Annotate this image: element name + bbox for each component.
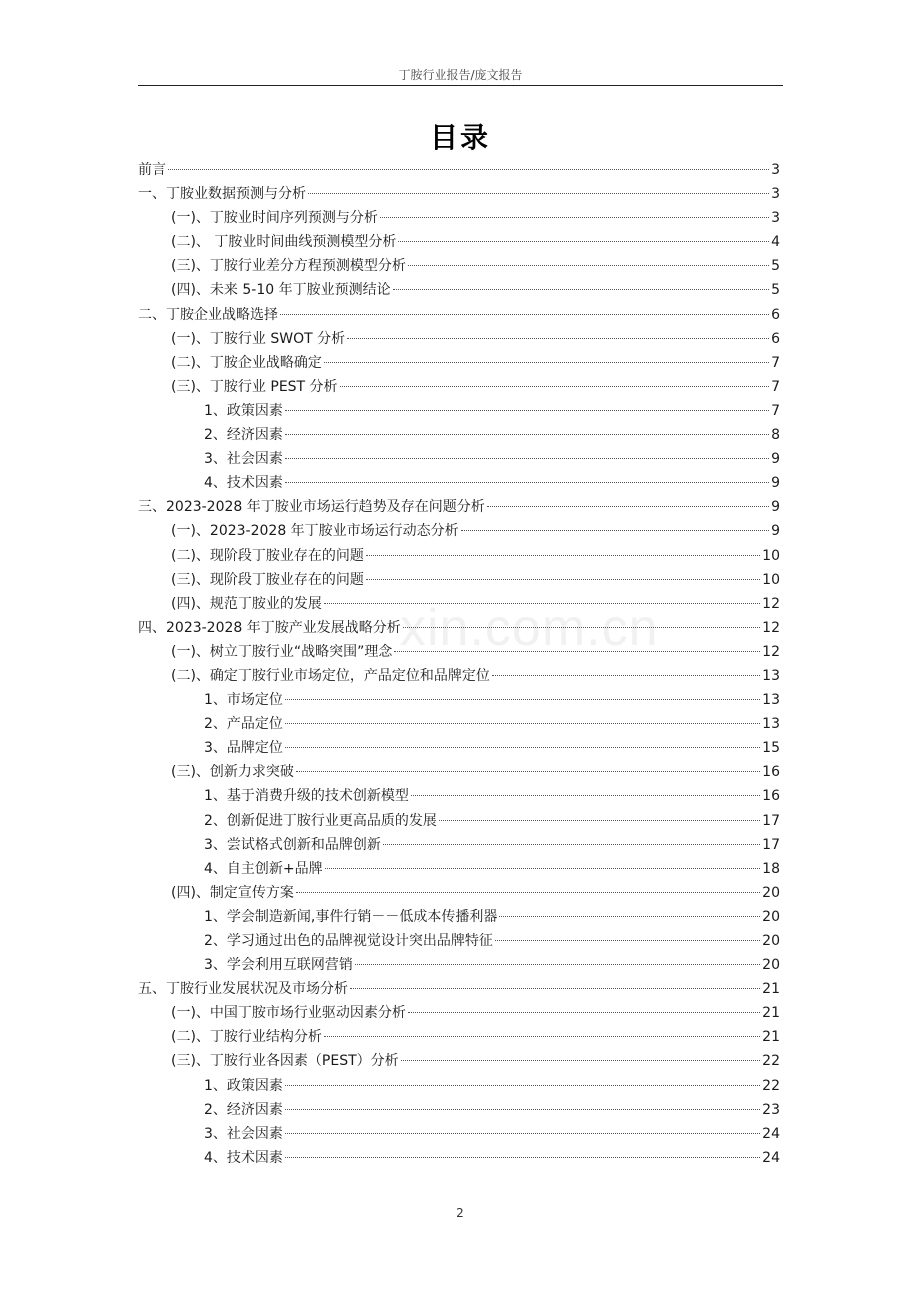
toc-entry[interactable] — [138, 1001, 780, 1025]
toc-dot-leader — [492, 674, 760, 676]
toc-entry-page: 5 — [771, 282, 780, 299]
toc-entry-page: 3 — [771, 210, 780, 227]
toc-entry-page: 13 — [762, 667, 780, 684]
toc-entry[interactable] — [138, 929, 780, 953]
toc-dot-leader — [324, 1035, 760, 1037]
toc-entry-label: (二)、 丁胺业时间曲线预测模型分析 — [171, 234, 397, 251]
toc-dot-leader — [325, 867, 761, 869]
toc-entry[interactable] — [138, 327, 780, 351]
toc-entry[interactable] — [138, 664, 780, 688]
toc-title: 目录 — [429, 121, 490, 154]
toc-entry[interactable] — [138, 254, 780, 278]
toc-dot-leader — [393, 288, 769, 290]
toc-dot-leader — [285, 722, 760, 724]
toc-dot-leader — [408, 264, 769, 266]
toc-entry-page: 20 — [762, 933, 780, 949]
toc-dot-leader — [394, 650, 760, 652]
toc-entry-label: 2、创新促进丁胺行业更高品质的发展 — [204, 812, 437, 829]
table-of-contents — [138, 158, 780, 1170]
toc-dot-leader — [403, 626, 760, 628]
toc-dot-leader — [401, 1059, 761, 1061]
toc-dot-leader — [168, 168, 769, 170]
toc-entry-page: 12 — [762, 643, 780, 660]
toc-entry-label: 二、丁胺企业战略选择 — [138, 306, 278, 323]
toc-entry-page: 9 — [771, 451, 780, 468]
toc-dot-leader — [285, 433, 769, 435]
toc-dot-leader — [411, 794, 760, 796]
toc-entry-page: 22 — [762, 1077, 780, 1094]
toc-dot-leader — [408, 1011, 760, 1013]
toc-dot-leader — [296, 891, 760, 893]
toc-entry-page: 23 — [762, 1101, 780, 1118]
toc-entry-page: 16 — [762, 764, 780, 781]
toc-entry-label: 四、2023-2028 年丁胺产业发展战略分析 — [138, 619, 401, 636]
toc-entry-label: 3、品牌定位 — [204, 740, 283, 757]
toc-entry[interactable] — [138, 712, 780, 736]
toc-dot-leader — [350, 987, 760, 989]
toc-entry-page: 7 — [771, 402, 780, 419]
toc-dot-leader — [308, 192, 769, 194]
toc-entry-label: 4、技术因素 — [204, 1149, 283, 1166]
toc-dot-leader — [324, 361, 769, 363]
toc-dot-leader — [285, 698, 760, 700]
toc-entry[interactable] — [138, 760, 780, 784]
toc-entry-label: 1、基于消费升级的技术创新模型 — [204, 788, 409, 805]
toc-dot-leader — [487, 505, 769, 507]
toc-entry-label: (二)、丁胺行业结构分析 — [171, 1029, 322, 1046]
toc-entry-page: 17 — [762, 836, 780, 853]
toc-dot-leader — [285, 1132, 760, 1134]
watermark: xin.com.cn — [400, 599, 659, 657]
toc-entry[interactable] — [138, 495, 780, 519]
toc-entry-label: (三)、现阶段丁胺业存在的问题 — [171, 571, 364, 588]
toc-entry[interactable] — [138, 784, 780, 808]
toc-entry[interactable] — [138, 278, 780, 302]
toc-entry[interactable] — [138, 206, 780, 230]
toc-entry-label: (一)、2023-2028 年丁胺业市场运行动态分析 — [171, 523, 459, 540]
toc-dot-leader — [499, 915, 760, 917]
toc-entry-label: 2、经济因素 — [204, 1101, 283, 1118]
toc-entry-label: 3、学会利用互联网营销 — [204, 957, 353, 974]
toc-dot-leader — [324, 602, 760, 604]
toc-entry-page: 22 — [762, 1053, 780, 1070]
toc-entry[interactable] — [138, 640, 780, 664]
toc-dot-leader — [285, 1084, 760, 1086]
toc-entry-label: (二)、现阶段丁胺业存在的问题 — [171, 547, 364, 564]
toc-entry-page: 21 — [762, 1029, 780, 1046]
toc-entry[interactable] — [138, 688, 780, 712]
toc-entry[interactable] — [138, 953, 780, 977]
toc-entry-label: 2、学习通过出色的品牌视觉设计突出品牌特征 — [204, 933, 493, 949]
toc-entry[interactable] — [138, 592, 780, 616]
toc-dot-leader — [296, 770, 760, 772]
toc-entry-page: 3 — [771, 162, 780, 178]
toc-dot-leader — [285, 409, 769, 411]
toc-dot-leader — [439, 819, 760, 821]
toc-entry-page: 24 — [762, 1125, 780, 1142]
toc-entry-page: 3 — [771, 186, 780, 203]
toc-entry-label: 1、学会制造新闻,事件行销－－低成本传播利器 — [204, 908, 498, 925]
toc-dot-leader — [285, 481, 769, 483]
toc-dot-leader — [380, 216, 769, 218]
toc-entry-page: 20 — [762, 957, 780, 974]
toc-entry-page: 15 — [762, 740, 780, 757]
toc-entry-page: 9 — [771, 499, 780, 516]
toc-entry-label: 2、产品定位 — [204, 716, 283, 733]
toc-entry-page: 4 — [771, 234, 780, 251]
toc-entry-label: (三)、创新力求突破 — [171, 764, 294, 781]
toc-dot-leader — [355, 963, 760, 965]
toc-entry-label: 3、社会因素 — [204, 1125, 283, 1142]
toc-entry[interactable] — [138, 375, 780, 399]
toc-entry-label: (二)、丁胺企业战略确定 — [171, 354, 322, 371]
toc-entry-page: 9 — [771, 475, 780, 492]
toc-entry-page: 7 — [771, 378, 780, 395]
toc-entry-page: 13 — [762, 716, 780, 733]
toc-entry[interactable] — [138, 1098, 780, 1122]
toc-entry-label: (一)、树立丁胺行业“战略突围”理念 — [171, 643, 393, 660]
toc-entry-label: (三)、丁胺行业差分方程预测模型分析 — [171, 258, 406, 275]
toc-entry[interactable] — [138, 423, 780, 447]
toc-entry[interactable] — [138, 519, 780, 543]
toc-entry[interactable] — [138, 182, 780, 206]
toc-dot-leader — [280, 313, 769, 315]
toc-entry[interactable] — [138, 616, 780, 640]
page-number: 2 — [456, 1206, 464, 1220]
header-divider — [138, 85, 783, 86]
toc-entry-page: 13 — [762, 692, 780, 709]
toc-entry-page: 10 — [762, 547, 780, 564]
toc-entry-label: (一)、中国丁胺市场行业驱动因素分析 — [171, 1005, 406, 1022]
toc-entry-page: 20 — [762, 908, 780, 925]
toc-entry[interactable] — [138, 809, 780, 833]
toc-entry-label: 3、尝试格式创新和品牌创新 — [204, 836, 381, 853]
toc-entry-label: (四)、规范丁胺业的发展 — [171, 595, 322, 612]
toc-entry-label: (四)、未来 5-10 年丁胺业预测结论 — [171, 282, 391, 299]
toc-entry-label: (一)、丁胺业时间序列预测与分析 — [171, 210, 378, 227]
toc-dot-leader — [340, 385, 770, 387]
toc-entry-page: 21 — [762, 1005, 780, 1022]
toc-entry-label: (四)、制定宣传方案 — [171, 884, 294, 901]
toc-dot-leader — [495, 939, 760, 941]
toc-entry[interactable] — [138, 736, 780, 760]
toc-entry-label: (三)、丁胺行业 PEST 分析 — [171, 378, 338, 395]
toc-entry[interactable] — [138, 1049, 780, 1073]
toc-entry-page: 16 — [762, 788, 780, 805]
toc-entry[interactable] — [138, 158, 780, 182]
toc-entry-label: (二)、确定丁胺行业市场定位，产品定位和品牌定位 — [171, 667, 490, 684]
toc-entry-page: 17 — [762, 812, 780, 829]
toc-dot-leader — [383, 843, 760, 845]
toc-entry-page: 8 — [771, 427, 780, 444]
toc-entry-label: 三、2023-2028 年丁胺业市场运行趋势及存在问题分析 — [138, 499, 485, 516]
toc-entry[interactable] — [138, 857, 780, 881]
toc-entry-label: 1、政策因素 — [204, 402, 283, 419]
toc-entry-label: 3、社会因素 — [204, 451, 283, 468]
toc-dot-leader — [347, 337, 769, 339]
toc-entry[interactable] — [138, 977, 780, 1001]
toc-dot-leader — [285, 457, 769, 459]
toc-entry[interactable] — [138, 1074, 780, 1098]
toc-entry-label: 2、经济因素 — [204, 427, 283, 444]
toc-entry-label: 1、政策因素 — [204, 1077, 283, 1094]
toc-entry-page: 12 — [762, 619, 780, 636]
toc-dot-leader — [285, 746, 760, 748]
toc-entry[interactable] — [138, 881, 780, 905]
toc-entry[interactable] — [138, 447, 780, 471]
toc-entry-page: 6 — [771, 330, 780, 347]
toc-dot-leader — [285, 1156, 760, 1158]
toc-entry-label: 一、丁胺业数据预测与分析 — [138, 186, 306, 203]
toc-entry-page: 6 — [771, 306, 780, 323]
toc-entry-page: 5 — [771, 258, 780, 275]
toc-dot-leader — [366, 578, 760, 580]
toc-entry[interactable] — [138, 568, 780, 592]
toc-entry-page: 12 — [762, 595, 780, 612]
toc-entry-page: 20 — [762, 884, 780, 901]
toc-entry-page: 18 — [762, 860, 780, 877]
toc-entry[interactable] — [138, 833, 780, 857]
toc-entry-label: 五、丁胺行业发展状况及市场分析 — [138, 981, 348, 998]
toc-entry[interactable] — [138, 1146, 780, 1170]
toc-entry-page: 10 — [762, 571, 780, 588]
toc-dot-leader — [398, 240, 769, 242]
toc-dot-leader — [285, 1108, 760, 1110]
toc-entry[interactable] — [138, 230, 780, 254]
toc-dot-leader — [366, 554, 760, 556]
toc-entry[interactable] — [138, 1025, 780, 1049]
toc-entry-label: 4、技术因素 — [204, 475, 283, 492]
toc-entry-page: 7 — [771, 354, 780, 371]
page-header: 丁胺行业报告/庞文报告 — [398, 68, 523, 82]
toc-entry[interactable] — [138, 1122, 780, 1146]
toc-entry-label: 前言 — [138, 162, 166, 178]
toc-entry-label: (三)、丁胺行业各因素（PEST）分析 — [171, 1053, 399, 1070]
toc-dot-leader — [461, 529, 769, 531]
toc-entry-page: 9 — [771, 523, 780, 540]
toc-entry-label: 1、市场定位 — [204, 692, 283, 709]
toc-entry[interactable] — [138, 303, 780, 327]
toc-entry[interactable] — [138, 351, 780, 375]
toc-entry-label: 4、自主创新+品牌 — [204, 860, 323, 877]
toc-entry-page: 24 — [762, 1149, 780, 1166]
toc-entry[interactable] — [138, 471, 780, 495]
toc-entry-label: (一)、丁胺行业 SWOT 分析 — [171, 330, 346, 347]
toc-entry[interactable] — [138, 399, 780, 423]
toc-entry-page: 21 — [762, 981, 780, 998]
toc-entry[interactable] — [138, 905, 780, 929]
toc-entry[interactable] — [138, 544, 780, 568]
